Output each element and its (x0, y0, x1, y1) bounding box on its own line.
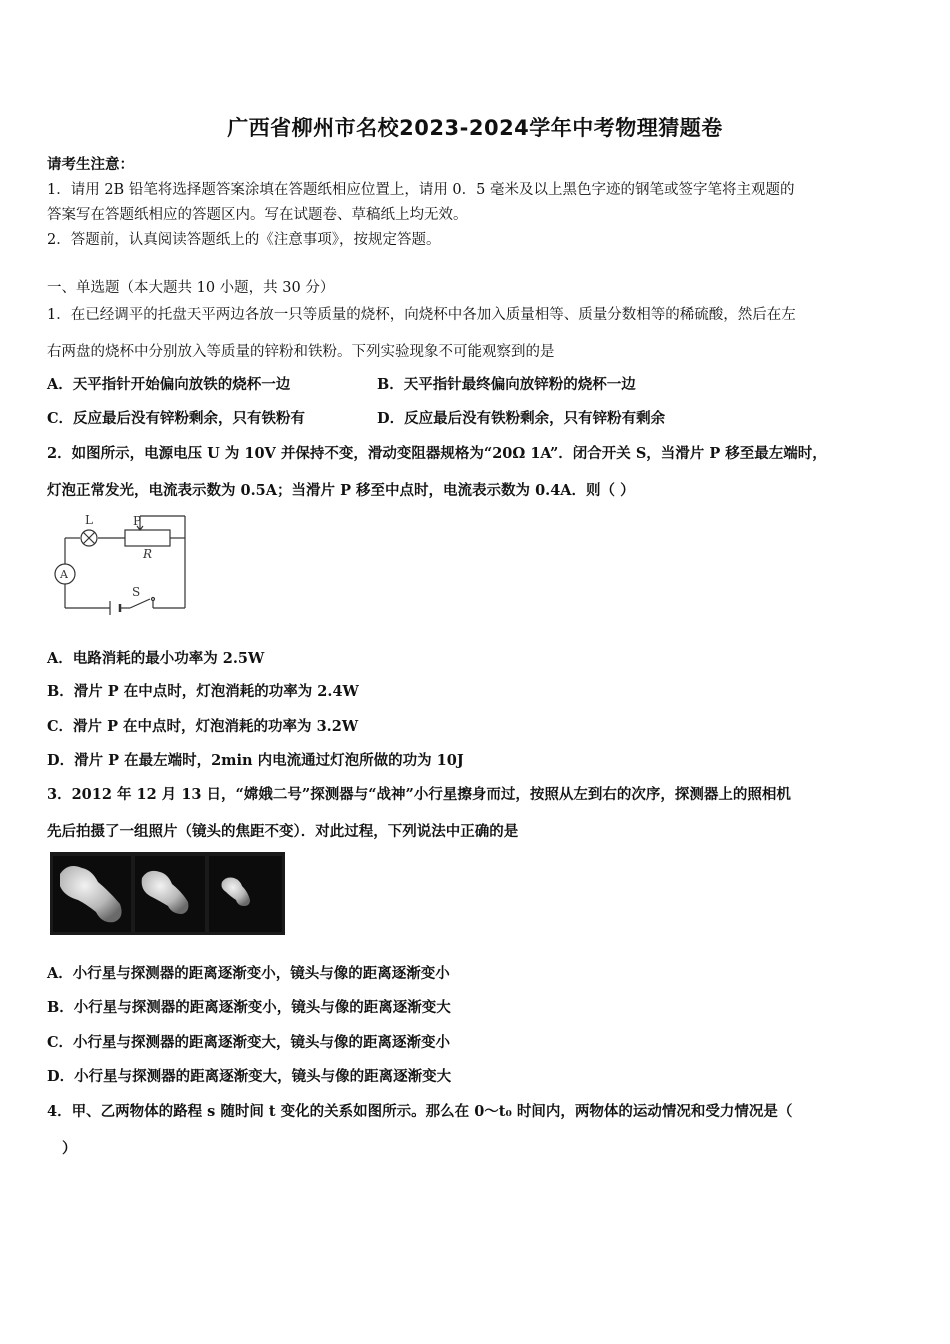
lamp-label: L (85, 513, 93, 527)
asteroid-photos (50, 852, 285, 935)
notice-line-2: 2．答题前，认真阅读答题纸上的《注意事项》，按规定答题。 (47, 232, 441, 248)
q4-stem-b: ） (62, 1140, 77, 1157)
q3-option-c: C．小行星与探测器的距离逐渐变大，镜头与像的距离逐渐变小 (47, 1034, 451, 1051)
q2-option-b: B．滑片 P 在中点时，灯泡消耗的功率为 2.4W (47, 683, 359, 700)
q3-stem-b: 先后拍摄了一组照片（镜头的焦距不变）．对此过程，下列说法中正确的是 (47, 823, 519, 840)
q3-option-a: A．小行星与探测器的距离逐渐变小，镜头与像的距离逐渐变小 (47, 965, 450, 982)
q1-option-b: B．天平指针最终偏向放锌粉的烧杯一边 (377, 376, 636, 393)
page-title: 广西省柳州市名校2023-2024学年中考物理猜题卷 (227, 116, 723, 140)
section-heading: 一、单选题（本大题共 10 小题，共 30 分） (47, 280, 335, 296)
q1-option-c: C．反应最后没有锌粉剩余，只有铁粉有 (47, 410, 306, 427)
q2-option-d: D．滑片 P 在最左端时，2min 内电流通过灯泡所做的功为 10J (47, 752, 464, 769)
q2-option-a: A．电路消耗的最小功率为 2.5W (47, 650, 265, 667)
q1-option-d: D．反应最后没有铁粉剩余，只有锌粉有剩余 (377, 410, 666, 427)
resistor-label: R (143, 547, 153, 561)
notice-line-1a: 1．请用 2B 铅笔将选择题答案涂填在答题纸相应位置上，请用 0．5 毫米及以上黑色字迹的钢笔或签字笔将主观题的 (47, 182, 795, 198)
switch-symbol (130, 598, 155, 609)
q1-stem-a: 1．在已经调平的托盘天平两边各放一只等质量的烧杯，向烧杯中各加入质量相等、质量分数相等的稀硫酸，然后在左 (47, 307, 796, 323)
q2-option-c: C．滑片 P 在中点时，灯泡消耗的功率为 3.2W (47, 718, 359, 735)
q2-stem-b: 灯泡正常发光，电流表示数为 0.5A；当滑片 P 移至中点时，电流表示数为 0.4A．则（ ） (47, 482, 635, 499)
circuit-diagram (50, 508, 195, 618)
lamp-symbol (81, 530, 97, 546)
q1-option-a: A．天平指针开始偏向放铁的烧杯一边 (47, 376, 291, 393)
q4-stem-a: 4．甲、乙两物体的路程 s 随时间 t 变化的关系如图所示。那么在 0～t₀ 时间内，两物体的运动情况和受力情况是（ (47, 1103, 793, 1120)
q3-option-d: D．小行星与探测器的距离逐渐变大，镜头与像的距离逐渐变大 (47, 1068, 452, 1085)
q1-stem-b: 右两盘的烧杯中分别放入等质量的锌粉和铁粉。下列实验现象不可能观察到的是 (47, 344, 555, 360)
q3-stem-a: 3．2012 年 12 月 13 日，“嫦娥二号”探测器与“战神”小行星擦身而过，按照从左到右的次序，探测器上的照相机 (47, 786, 791, 803)
ammeter-label: A (60, 568, 68, 581)
slider-label: P (133, 514, 142, 528)
rheostat-symbol (125, 530, 170, 546)
q2-stem-a: 2．如图所示，电源电压 U 为 10V 并保持不变，滑动变阻器规格为“20Ω 1A”．闭合开关 S，当滑片 P 移至最左端时， (47, 445, 827, 462)
notice-line-1b: 答案写在答题纸相应的答题区内。写在试题卷、草稿纸上均无效。 (47, 207, 468, 223)
switch-label: S (132, 585, 141, 599)
q3-option-b: B．小行星与探测器的距离逐渐变小，镜头与像的距离逐渐变大 (47, 999, 451, 1016)
notice-heading: 请考生注意： (47, 156, 134, 173)
battery-symbol (110, 601, 120, 615)
